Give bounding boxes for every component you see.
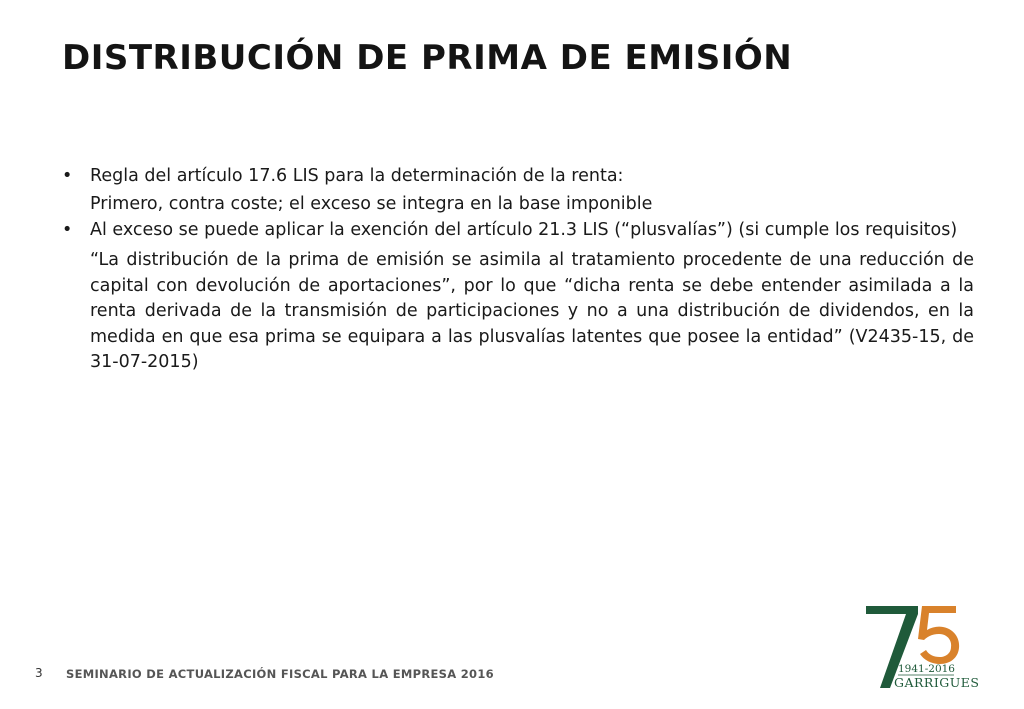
bullet-icon: • — [62, 166, 73, 186]
logo-five-shape — [918, 606, 959, 664]
quote-paragraph: “La distribución de la prima de emisión se asimila al tratamiento procedente de una reducción de capital con devolución de aportaciones”, por lo que “dicha renta se debe entender asimilada a la renta derivada de la transmisión de participaciones y no a una distribución de dividendos, en la medida en que esa prima se equipara a las plusvalías latentes que posee la entidad” (V2435-15, de 31-07-2015) — [90, 250, 974, 372]
bullet-text-2: Al exceso se puede aplicar la exención del artículo 21.3 LIS (“plusvalías”) (si cumple los requisitos) — [90, 220, 958, 240]
page-title: DISTRIBUCIÓN DE PRIMA DE EMISIÓN — [62, 38, 793, 78]
slide-body — [62, 163, 974, 376]
logo-years: 1941-2016 — [898, 663, 955, 675]
page-number: 3 — [35, 666, 43, 680]
bullet-text-1: Regla del artículo 17.6 LIS para la determinación de la renta: — [90, 166, 624, 186]
footer-seminar-text: SEMINARIO DE ACTUALIZACIÓN FISCAL PARA LA EMPRESA 2016 — [66, 667, 494, 681]
bullet-item-2 — [62, 219, 974, 242]
logo-brand: GARRIGUES — [894, 675, 980, 690]
bullet-subtext-1: Primero, contra coste; el exceso se integra en la base imponible — [90, 194, 653, 214]
garrigues-75-logo — [860, 600, 990, 692]
bullet-icon: • — [62, 220, 73, 240]
bullet-item-1 — [62, 163, 974, 189]
